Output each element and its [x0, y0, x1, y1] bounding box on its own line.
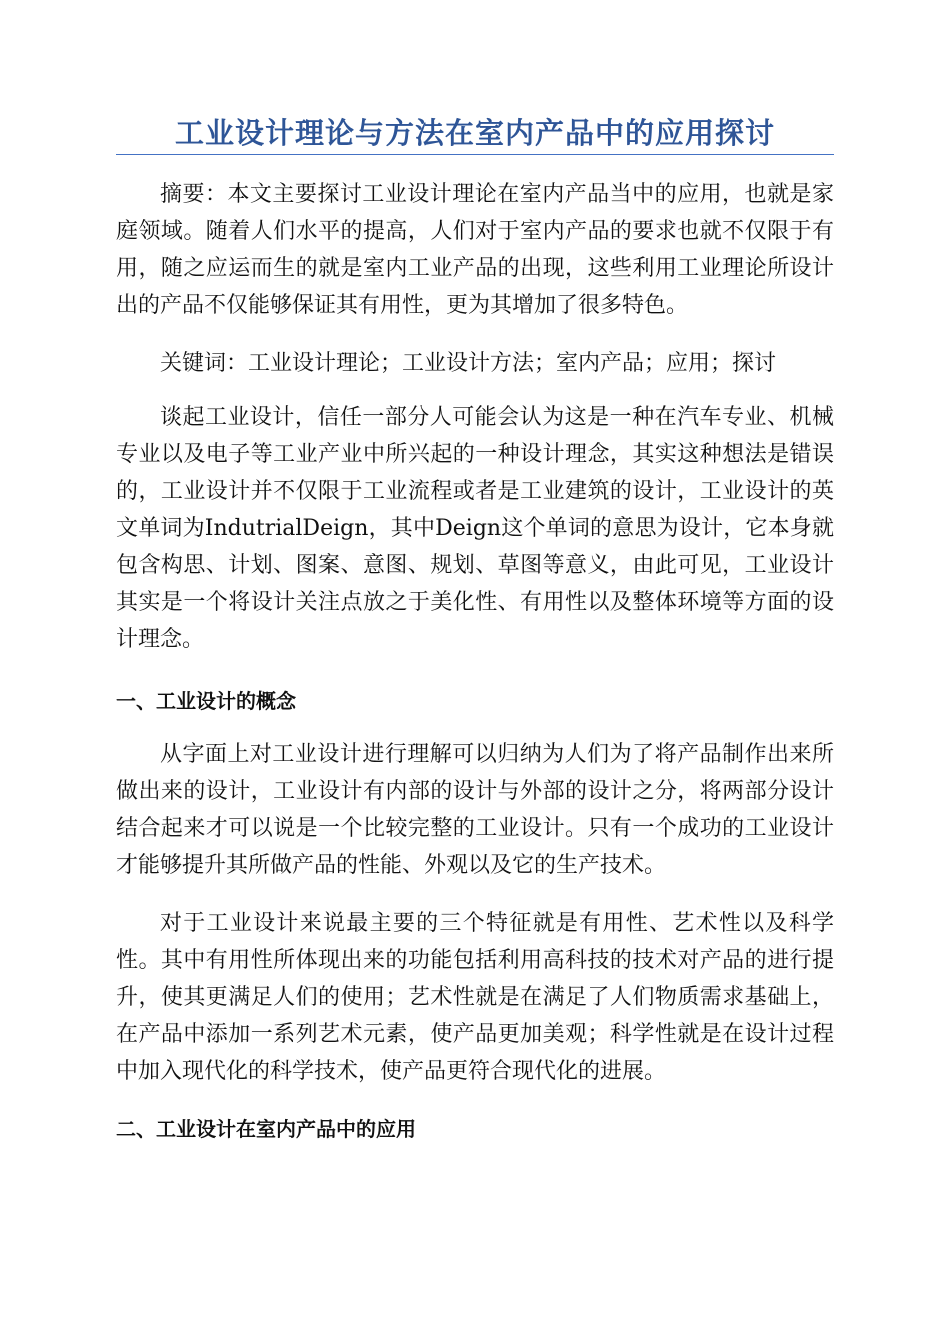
section-1-paragraph-1: 从字面上对工业设计进行理解可以归纳为人们为了将产品制作出来所做出来的设计，工业设计有内部的设计与外部的设计之分，将两部分设计结合起来才可以说是一个比较完整的工业设计。只有一个成功的工业设计才能够提升其所做产品的性能、外观以及它的生产技术。	[116, 742, 834, 878]
section-1-paragraph-2: 对于工业设计来说最主要的三个特征就是有用性、艺术性以及科学性。其中有用性所体现出来的功能包括利用高科技的技术对产品的进行提升，使其更满足人们的使用；艺术性就是在满足了人们物质需求基础上，在产品中添加一系列艺术元素，使产品更加美观；科学性就是在设计过程中加入现代化的科学技术，使产品更符合现代化的进展。	[116, 911, 834, 1084]
section-1-heading: 一、工业设计的概念	[116, 689, 296, 713]
title-underline	[116, 154, 834, 155]
document-title: 工业设计理论与方法在室内产品中的应用探讨	[174, 116, 775, 150]
section-2-heading: 二、工业设计在室内产品中的应用	[116, 1117, 416, 1141]
intro-paragraph: 谈起工业设计，信任一部分人可能会认为这是一种在汽车专业、机械专业以及电子等工业产业中所兴起的一种设计理念，其实这种想法是错误的，工业设计并不仅限于工业流程或者是工业建筑的设计，工业设计的英文单词为IndutrialDeign，其中Deign这个单词的意思为设计，它本身就包含构思、计划、图案、意图、规划、草图等意义，由此可见，工业设计其实是一个将设计关注点放之于美化性、有用性以及整体环境等方面的设计理念。	[116, 405, 834, 652]
keywords-paragraph: 关键词：工业设计理论；工业设计方法；室内产品；应用；探讨	[160, 351, 777, 376]
abstract-paragraph: 摘要：本文主要探讨工业设计理论在室内产品当中的应用，也就是家庭领域。随着人们水平的提高，人们对于室内产品的要求也就不仅限于有用，随之应运而生的就是室内工业产品的出现，这些利用工业理论所设计出的产品不仅能够保证其有用性，更为其增加了很多特色。	[116, 182, 834, 318]
